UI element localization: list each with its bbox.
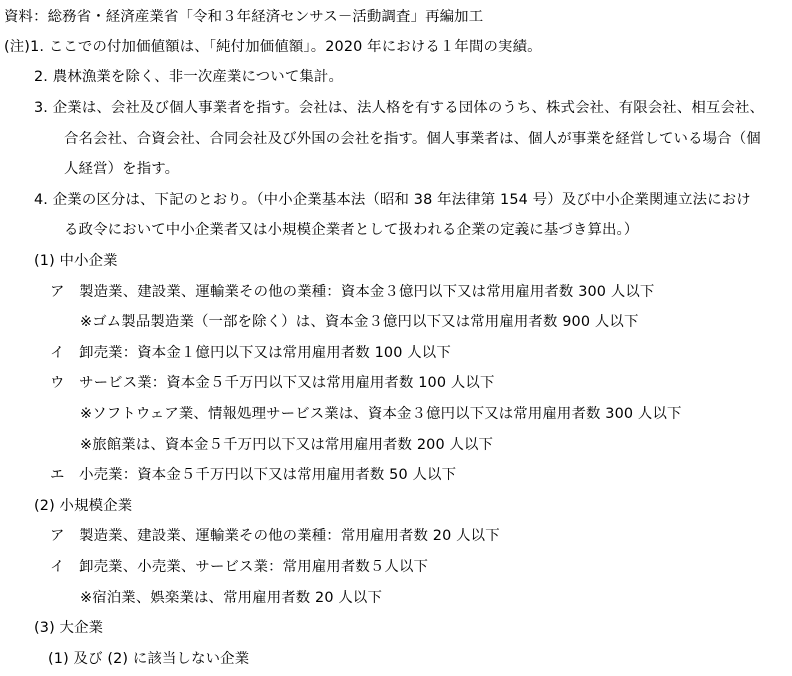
- source-line: 資料：総務省・経済産業省「令和３年経済センサス－活動調査」再編加工: [4, 9, 484, 25]
- note-3-line-3: 人経営）を指す。: [64, 161, 180, 177]
- section-3-title: (3) 大企業: [34, 620, 104, 636]
- section-2-item-a: ア 製造業、建設業、運輸業その他の業種：常用雇用者数 20 人以下: [50, 528, 500, 544]
- note-1: (注)1. ここでの付加価値額は、「純付加価値額」。2020 年における１年間の実績。: [4, 39, 542, 55]
- note-4-line-2: る政令において中小企業者又は小規模企業者として扱われる企業の定義に基づき算出。）: [64, 222, 639, 238]
- note-3-line-2: 合名会社、合資会社、合同会社及び外国の会社を指す。個人事業者は、個人が事業を経営している場合（個: [64, 131, 761, 147]
- section-1-item-i: イ 卸売業：資本金１億円以下又は常用雇用者数 100 人以下: [50, 345, 451, 361]
- section-1-item-e: エ 小売業：資本金５千万円以下又は常用雇用者数 50 人以下: [50, 467, 457, 483]
- note-3-line-1: 3. 企業は、会社及び個人事業者を指す。会社は、法人格を有する団体のうち、株式会社、有限会社、相互会社、: [34, 100, 765, 116]
- section-1-item-u-note-1: ※ソフトウェア業、情報処理サービス業は、資本金３億円以下又は常用雇用者数 300 人以下: [80, 406, 682, 422]
- section-2-title: (2) 小規模企業: [34, 498, 133, 514]
- section-3-body: (1) 及び (2) に該当しない企業: [48, 651, 250, 667]
- section-2-item-i: イ 卸売業、小売業、サービス業：常用雇用者数５人以下: [50, 559, 429, 575]
- section-1-item-u-note-2: ※旅館業は、資本金５千万円以下又は常用雇用者数 200 人以下: [80, 437, 494, 453]
- note-2: 2. 農林漁業を除く、非一次産業について集計。: [34, 69, 343, 85]
- note-4-line-1: 4. 企業の区分は、下記のとおり。（中小企業基本法（昭和 38 年法律第 154 号）及び中小企業関連立法におけ: [34, 192, 751, 208]
- section-1-item-a-note: ※ゴム製品製造業（一部を除く）は、資本金３億円以下又は常用雇用者数 900 人以下: [80, 314, 639, 330]
- section-1-item-a: ア 製造業、建設業、運輸業その他の業種：資本金３億円以下又は常用雇用者数 300 人以下: [50, 284, 655, 300]
- section-1-title: (1) 中小企業: [34, 253, 118, 269]
- section-2-item-i-note: ※宿泊業、娯楽業は、常用雇用者数 20 人以下: [80, 590, 383, 606]
- section-1-item-u: ウ サービス業：資本金５千万円以下又は常用雇用者数 100 人以下: [50, 375, 495, 391]
